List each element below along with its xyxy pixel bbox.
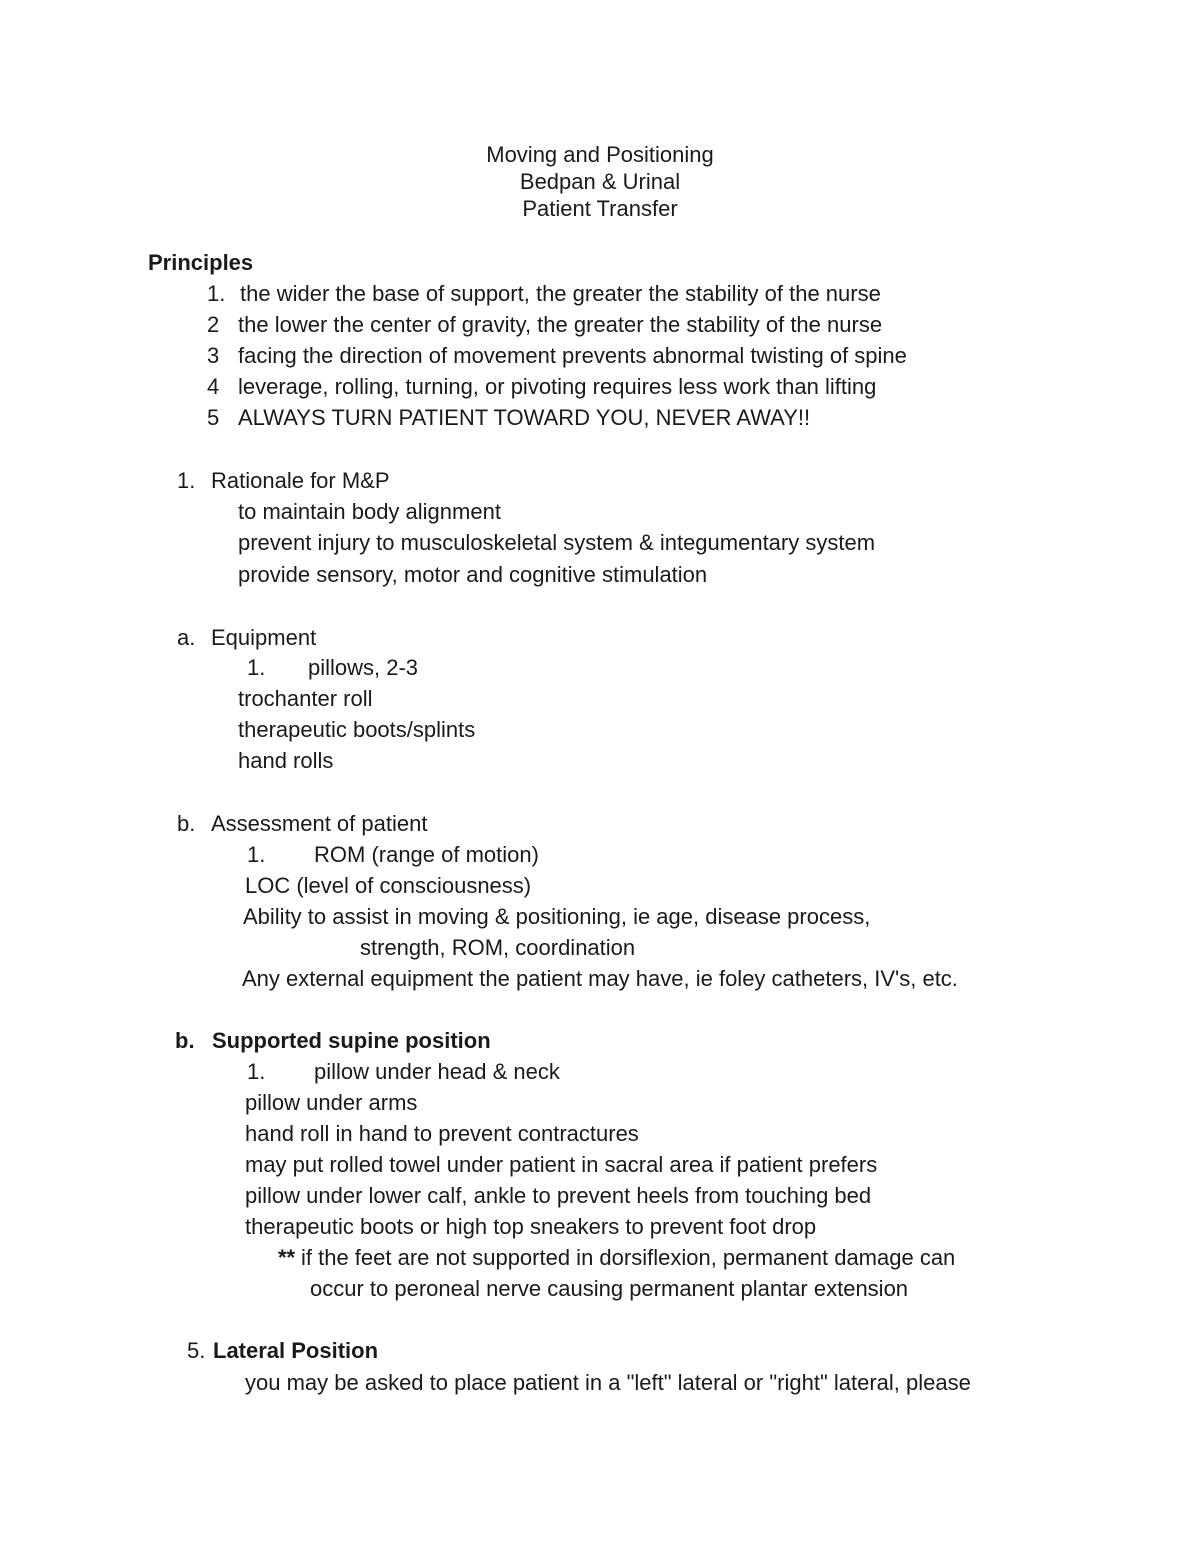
supine-item: hand roll in hand to prevent contractures: [245, 1121, 639, 1146]
equipment-heading: Equipment: [211, 625, 317, 650]
supine-first-number: 1.: [247, 1059, 266, 1084]
supine-heading: Supported supine position: [212, 1028, 491, 1053]
principle-number: 1.: [207, 281, 226, 306]
rationale-heading: Rationale for M&P: [211, 468, 390, 493]
assessment-item: Ability to assist in moving & positioning, ie age, disease process,: [243, 904, 871, 929]
principle-text: leverage, rolling, turning, or pivoting requires less work than lifting: [238, 374, 877, 399]
principle-number: 4: [207, 374, 220, 399]
supine-note-marker: **: [278, 1245, 296, 1270]
doc-subtitle-bedpan: Bedpan & Urinal: [519, 169, 681, 194]
lateral-heading: Lateral Position: [213, 1338, 379, 1363]
rationale-marker: 1.: [177, 468, 196, 493]
rationale-line: to maintain body alignment: [238, 499, 501, 524]
assessment-marker: b.: [177, 811, 196, 836]
supine-first-item: pillow under head & neck: [314, 1059, 560, 1084]
assessment-item-continuation: strength, ROM, coordination: [360, 935, 636, 960]
supine-marker: b.: [175, 1028, 195, 1053]
rationale-line: prevent injury to musculoskeletal system & integumentary system: [238, 530, 876, 555]
principle-text: ALWAYS TURN PATIENT TOWARD YOU, NEVER AWAY!!: [238, 405, 811, 430]
assessment-item: Any external equipment the patient may have, ie foley catheters, IV's, etc.: [242, 966, 958, 991]
assessment-item: LOC (level of consciousness): [245, 873, 532, 898]
principles-heading: Principles: [148, 250, 254, 275]
assessment-heading: Assessment of patient: [211, 811, 428, 836]
supine-item: may put rolled towel under patient in sacral area if patient prefers: [245, 1152, 878, 1177]
principle-number: 2: [207, 312, 220, 337]
doc-subtitle-transfer: Patient Transfer: [522, 196, 678, 221]
equipment-item: hand rolls: [238, 748, 334, 773]
rationale-line: provide sensory, motor and cognitive stimulation: [238, 562, 708, 587]
assessment-first-number: 1.: [247, 842, 266, 867]
principle-text: facing the direction of movement prevents abnormal twisting of spine: [238, 343, 907, 368]
assessment-first-item: ROM (range of motion): [314, 842, 539, 867]
equipment-marker: a.: [177, 625, 196, 650]
doc-title: Moving and Positioning: [486, 142, 714, 167]
supine-item: pillow under lower calf, ankle to prevent heels from touching bed: [245, 1183, 872, 1208]
lateral-marker: 5.: [187, 1338, 206, 1363]
equipment-first-item: pillows, 2-3: [308, 655, 419, 680]
lateral-text: you may be asked to place patient in a "left" lateral or "right" lateral, please: [245, 1370, 971, 1395]
supine-note-continuation: occur to peroneal nerve causing permanent plantar extension: [310, 1276, 909, 1301]
supine-note: if the feet are not supported in dorsiflexion, permanent damage can: [301, 1245, 956, 1270]
supine-item: pillow under arms: [245, 1090, 418, 1115]
equipment-item: therapeutic boots/splints: [238, 717, 476, 742]
equipment-first-number: 1.: [247, 655, 266, 680]
equipment-item: trochanter roll: [238, 686, 373, 711]
principle-number: 5: [207, 405, 220, 430]
principle-text: the wider the base of support, the greater the stability of the nurse: [240, 281, 881, 306]
principle-text: the lower the center of gravity, the greater the stability of the nurse: [238, 312, 883, 337]
supine-item: therapeutic boots or high top sneakers to prevent foot drop: [245, 1214, 817, 1239]
principle-number: 3: [207, 343, 220, 368]
